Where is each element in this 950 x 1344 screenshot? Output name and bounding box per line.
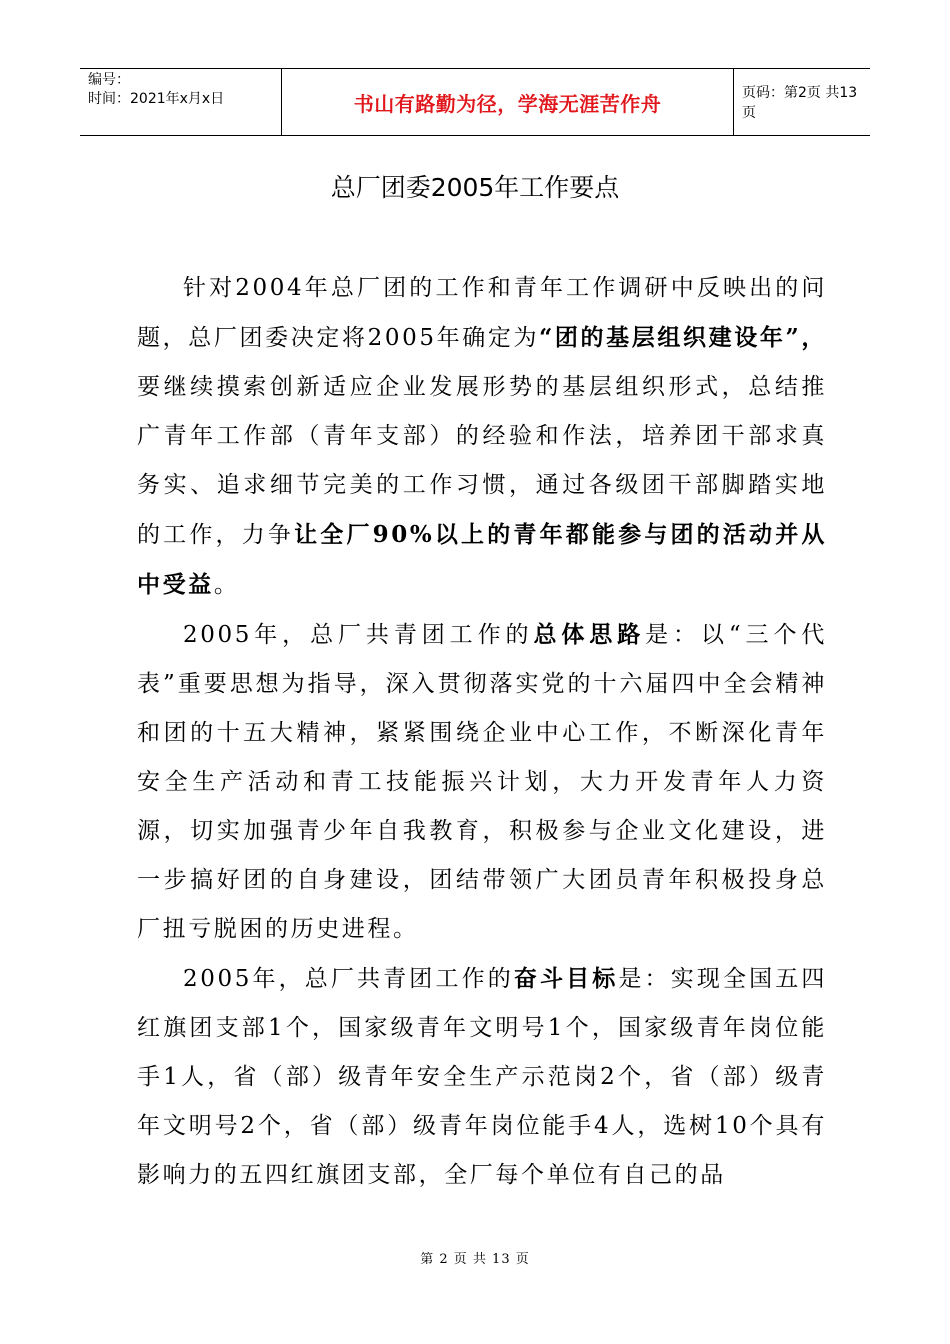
text-run: 要继续摸索创新适应企业发展形势的基层组织形式，总结推广青年工作部（青年支部）的经验和作法，培养团干部求真务实、追求细节完美的工作习惯，通过各级团干部脚踏实地的工作，力争 [137,374,827,548]
text-run: 2005年，总厂共青团工作的 [183,622,534,648]
paragraph-intro [137,264,827,610]
header-page-info: 页码：第2页 共13页 [742,85,858,121]
text-run: 是：以“三个代表”重要思想为指导，深入贯彻落实党的十六届四中全会精神和团的十五大精神，紧紧围绕企业中心工作，不断深化青年安全生产活动和青工技能振兴计划，大力开发青年人力资源，切实加强青少年自我教育，积极参与企业文化建设，进一步搞好团的自身建设，团结带领广大团员青年积极投身总厂扭亏脱困的历史进程。 [137,622,827,942]
header-motto: 书山有路勤为径，学海无涯苦作舟 [282,69,734,135]
document-title: 总厂团委2005年工作要点 [330,173,620,202]
text-run: 。 [213,572,240,598]
emphasis-targets: 奋斗目标 [513,965,619,992]
document-date: 时间：2021年x月x日 [88,91,225,107]
text-run: 2005年，总厂共青团工作的 [183,966,514,992]
emphasis-overall-approach: 总体思路 [533,621,646,648]
emphasis-theme-year: “团的基层组织建设年”， [539,324,827,351]
header-meta [80,69,282,135]
text-run: 针对2004年总厂团的工作和青年工作调研中反映出的问题，总厂团委决定将2005年确定为 [137,275,827,351]
text-run: 是：实现全国五四红旗团支部1个，国家级青年文明号1个，国家级青年岗位能手1人，省（部）级青年安全生产示范岗2个，省（部）级青年文明号2个，省（部）级青年岗位能手4人，选树10个具有影响力的五四红旗团支部，全厂每个单位有自己的品 [137,966,827,1188]
page-footer: 第 2 页 共 13 页 [420,1252,530,1267]
paragraph-overall-approach [137,610,827,954]
document-body [137,264,827,1200]
document-number-label: 编号： [88,72,130,88]
paragraph-targets [137,954,827,1200]
page-header [80,68,870,136]
emphasis-goal: 让全厂90%以上的青年都能参与团的活动并从中受益 [137,521,827,598]
